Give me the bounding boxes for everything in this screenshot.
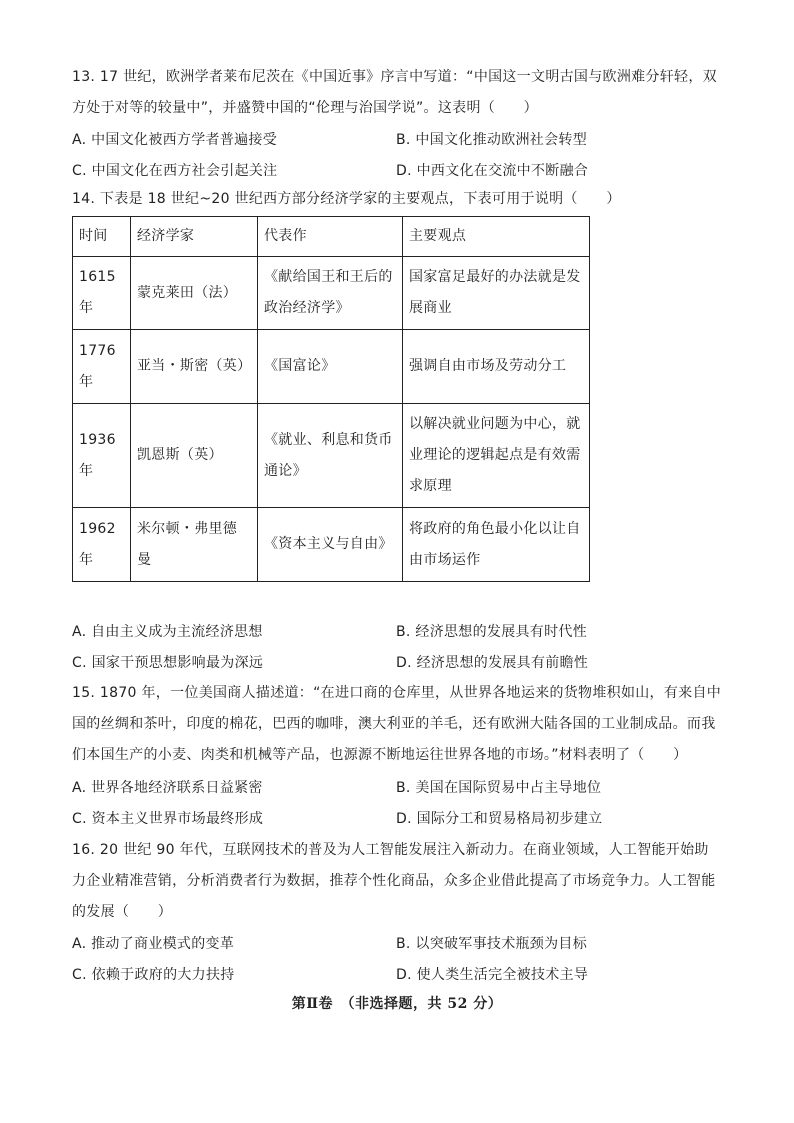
table-cell-economist: 凯恩斯（英） [131,404,258,508]
section-title: 第Ⅱ卷 （非选择题，共 52 分） [291,996,503,1012]
q16-option-a[interactable]: A. 推动了商业模式的变革 [72,936,235,952]
table-cell-economist: 米尔顿・弗里德曼 [131,508,258,582]
table-header-cell: 时间 [73,217,131,257]
q15-option-c[interactable]: C. 资本主义世界市场最终形成 [72,811,264,827]
table-header-cell: 主要观点 [403,217,590,257]
table-header-cell: 经济学家 [131,217,258,257]
question-15-stem: 15. 1870 年，一位美国商人描述道：“在进口商的仓库里，从世界各地运来的货物堆积如山，有来自中国的丝绸和茶叶，印度的棉花，巴西的咖啡，澳大利亚的羊毛，还有欧洲大陆各国的工业制成品。而我们本国生产的小麦、肉类和机械等产品，也源源不断地运往世界各地的市场。”材料表明了（ ） [72,685,722,763]
table-row [73,257,590,330]
table-cell-viewpoint: 强调自由市场及劳动分工 [403,330,590,404]
table-cell-work: 《国富论》 [258,330,403,404]
q16-option-c[interactable]: C. 依赖于政府的大力扶持 [72,967,235,983]
table-header-cell: 代表作 [258,217,403,257]
table-cell-year: 1615 年 [73,257,131,330]
q14-option-b[interactable]: B. 经济思想的发展具有时代性 [396,624,588,640]
q15-option-a[interactable]: A. 世界各地经济联系日益紧密 [72,780,263,796]
table-cell-viewpoint: 将政府的角色最小化以让自由市场运作 [403,508,590,582]
table-cell-work: 《献给国王和王后的政治经济学》 [258,257,403,330]
table-header-row [73,217,590,257]
table-cell-year: 1962 年 [73,508,131,582]
table-cell-viewpoint: 国家富足最好的办法就是发展商业 [403,257,590,330]
table-cell-viewpoint: 以解决就业问题为中心，就业理论的逻辑起点是有效需求原理 [403,404,590,508]
question-16-stem: 16. 20 世纪 90 年代，互联网技术的普及为人工智能发展注入新动力。在商业领域，人工智能开始助力企业精准营销，分析消费者行为数据，推荐个性化商品，众多企业借此提高了市场竞争力。人工智能的发展（ ） [72,842,716,920]
question-13-stem: 13. 17 世纪，欧洲学者莱布尼茨在《中国近事》序言中写道：“中国这一文明古国与欧洲难分轩轻，双方处于对等的较量中”，并盛赞中国的“伦理与治国学说”。这表明（ ） [72,69,717,116]
q14-option-c[interactable]: C. 国家干预思想影响最为深远 [72,655,264,671]
table-cell-economist: 蒙克莱田（法） [131,257,258,330]
q15-option-d[interactable]: D. 国际分工和贸易格局初步建立 [396,811,603,827]
table-row [73,404,590,508]
q13-option-a[interactable]: A. 中国文化被西方学者普遍接受 [72,132,278,148]
q13-option-d[interactable]: D. 中西文化在交流中不断融合 [396,163,589,179]
q15-option-b[interactable]: B. 美国在国际贸易中占主导地位 [396,780,602,796]
q16-option-d[interactable]: D. 使人类生活完全被技术主导 [396,967,589,983]
table-cell-year: 1776 年 [73,330,131,404]
q14-option-a[interactable]: A. 自由主义成为主流经济思想 [72,624,263,640]
economists-table [72,216,590,582]
table-cell-work: 《资本主义与自由》 [258,508,403,582]
table-cell-work: 《就业、利息和货币通论》 [258,404,403,508]
table-row [73,330,590,404]
q13-option-b[interactable]: B. 中国文化推动欧洲社会转型 [396,132,588,148]
q13-option-c[interactable]: C. 中国文化在西方社会引起关注 [72,163,278,179]
question-14-stem: 14. 下表是 18 世纪~20 世纪西方部分经济学家的主要观点，下表可用于说明（ ） [72,191,621,207]
q14-option-d[interactable]: D. 经济思想的发展具有前瞻性 [396,655,589,671]
table-cell-year: 1936 年 [73,404,131,508]
q16-option-b[interactable]: B. 以突破军事技术瓶颈为目标 [396,936,588,952]
table-cell-economist: 亚当・斯密（英） [131,330,258,404]
table-row [73,508,590,582]
